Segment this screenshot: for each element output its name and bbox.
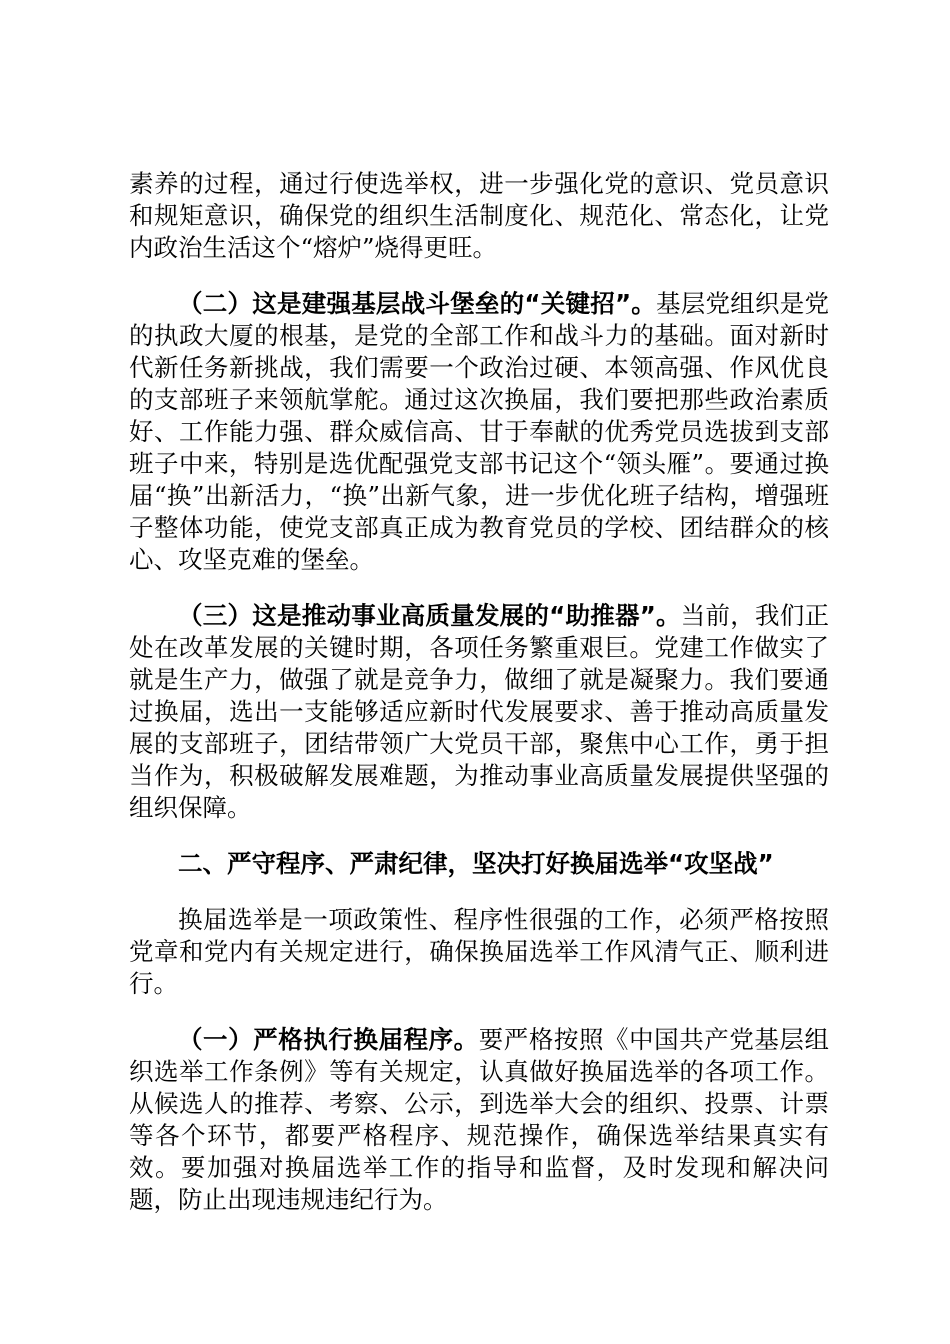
subsection-lead: （三）这是推动事业高质量发展的“助推器”。: [178, 601, 681, 630]
paragraph-section-2-1: [129, 1024, 829, 1216]
paragraph-text: 当前，我们正处在改革发展的关键时期，各项任务繁重艰巨。党建工作做实了就是生产力，做强了就是竞争力，做细了就是凝聚力。我们要通过换届，选出一支能够适应新时代发展要求、善于推动高质量发展的支部班子，团结带领广大党员干部，聚焦中心工作，勇于担当作为，积极破解发展难题，为推动事业高质量发展提供坚强的组织保障。: [129, 601, 830, 822]
document-page: [129, 168, 829, 1240]
paragraph-continued: [129, 168, 829, 264]
subsection-lead: （二）这是建强基层战斗堡垒的“关键招”。: [178, 289, 657, 318]
paragraph-text: 素养的过程，通过行使选举权，进一步强化党的意识、党员意识和规矩意识，确保党的组织生活制度化、规范化、常态化，让党内政治生活这个“熔炉”烧得更旺。: [129, 169, 829, 262]
paragraph-section-2-intro: [129, 904, 829, 1000]
paragraph-text: 基层党组织是党的执政大厦的根基，是党的全部工作和战斗力的基础。面对新时代新任务新挑战，我们需要一个政治过硬、本领高强、作风优良的支部班子来领航掌舵。通过这次换届，我们要把那些政治素质好、工作能力强、群众威信高、甘于奉献的优秀党员选拔到支部班子中来，特别是选优配强党支部书记这个“领头雁”。要通过换届“换”出新活力，“换”出新气象，进一步优化班子结构，增强班子整体功能，使党支部真正成为教育党员的学校、团结群众的核心、攻坚克难的堡垒。: [129, 289, 829, 574]
paragraph-text: 要严格按照《中国共产党基层组织选举工作条例》等有关规定，认真做好换届选举的各项工作。从候选人的推荐、考察、公示，到选举大会的组织、投票、计票等各个环节，都要严格程序、规范操作，确保选举结果真实有效。要加强对换届选举工作的指导和监督，及时发现和解决问题，防止出现违规违纪行为。: [129, 1025, 829, 1214]
subsection-lead: （一）严格执行换届程序。: [178, 1025, 479, 1054]
paragraph-text: 换届选举是一项政策性、程序性很强的工作，必须严格按照党章和党内有关规定进行，确保换届选举工作风清气正、顺利进行。: [129, 905, 829, 998]
paragraph-section-1-2: [129, 288, 829, 576]
paragraph-section-1-3: [129, 600, 829, 824]
section-heading-2: 二、严守程序、严肃纪律，坚决打好换届选举“攻坚战”: [178, 849, 774, 878]
